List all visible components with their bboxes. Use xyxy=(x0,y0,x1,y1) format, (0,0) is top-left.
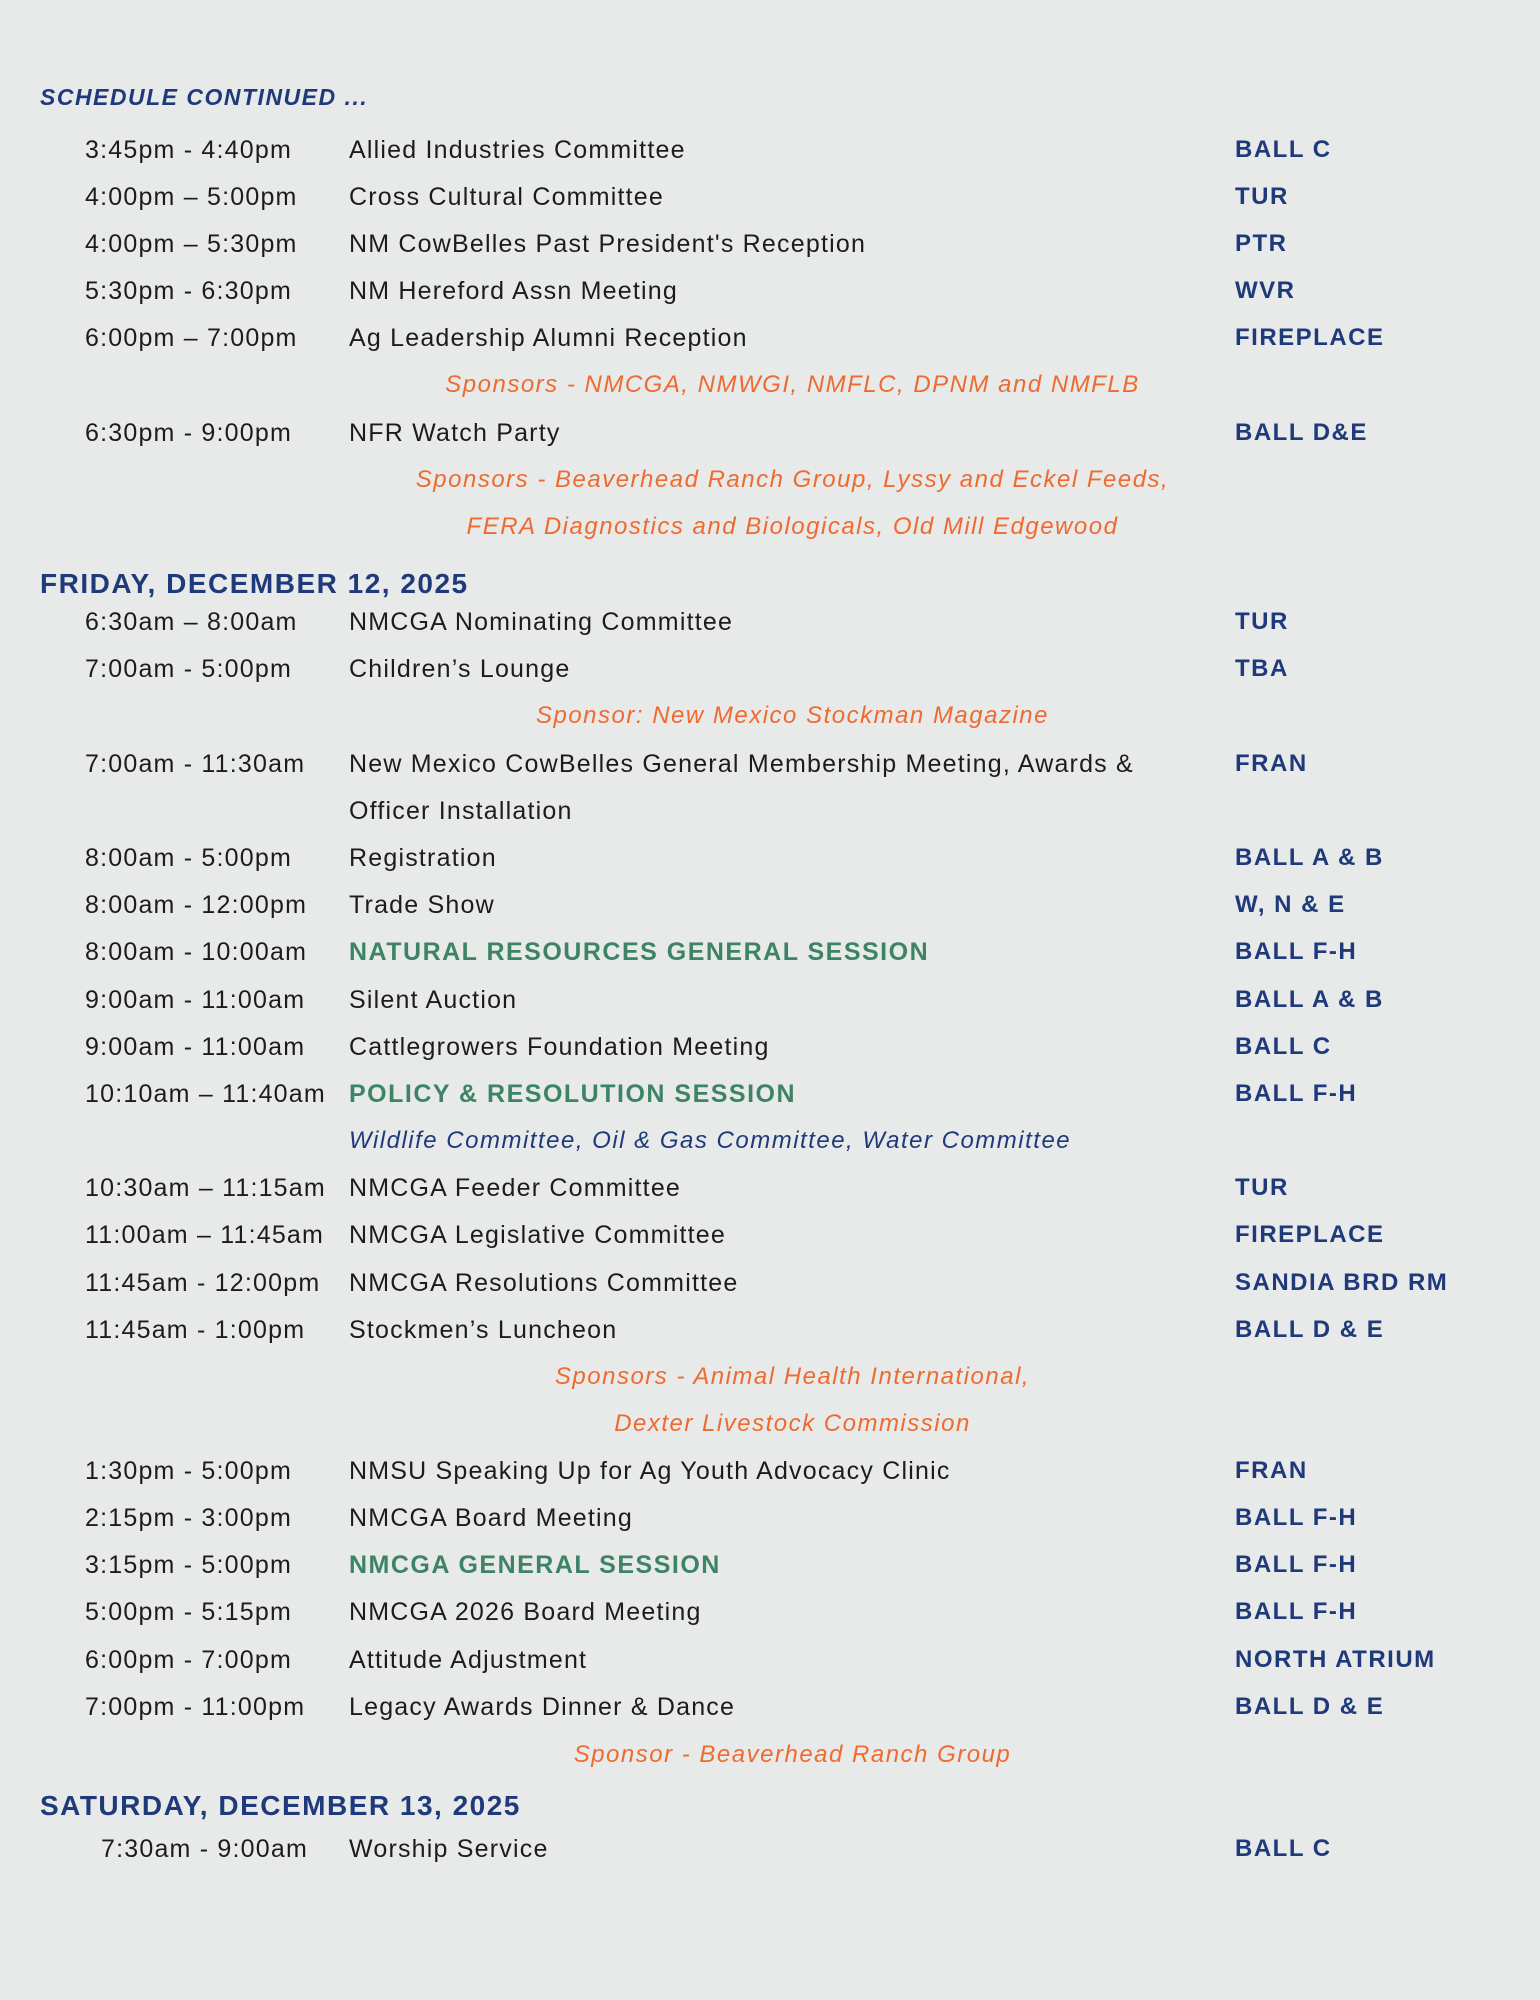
row-time: 8:00am - 5:00pm xyxy=(85,844,292,872)
row-location: BALL A & B xyxy=(1235,986,1384,1013)
row-event: Cattlegrowers Foundation Meeting xyxy=(349,1033,770,1061)
day-heading-saturday: SATURDAY, DECEMBER 13, 2025 xyxy=(40,1790,521,1821)
schedule-row xyxy=(0,1315,1540,1362)
schedule-row xyxy=(0,1173,1540,1220)
row-event: Allied Industries Committee xyxy=(349,136,686,164)
sponsor-line: Sponsors - NMCGA, NMWGI, NMFLC, DPNM and NMFLB xyxy=(445,371,1140,398)
row-time: 7:00am - 5:00pm xyxy=(85,655,292,683)
row-location: BALL D&E xyxy=(1235,419,1368,446)
row-location: BALL D & E xyxy=(1235,1693,1385,1720)
row-time: 5:30pm - 6:30pm xyxy=(85,277,292,305)
row-time: 6:00pm - 7:00pm xyxy=(85,1646,292,1674)
schedule-row xyxy=(0,182,1540,229)
row-event: Legacy Awards Dinner & Dance xyxy=(349,1693,736,1721)
row-time: 6:00pm – 7:00pm xyxy=(85,324,298,352)
day-heading-friday: FRIDAY, DECEMBER 12, 2025 xyxy=(40,568,469,599)
schedule-row xyxy=(0,1550,1540,1597)
row-event: Worship Service xyxy=(349,1835,549,1863)
schedule-row xyxy=(0,323,1540,370)
row-location: TBA xyxy=(1235,655,1289,682)
row-event: NM Hereford Assn Meeting xyxy=(349,277,678,305)
row-time: 2:15pm - 3:00pm xyxy=(85,1504,292,1532)
row-time: 1:30pm - 5:00pm xyxy=(85,1457,292,1485)
row-location: BALL F-H xyxy=(1235,1598,1358,1625)
schedule-row xyxy=(0,985,1540,1032)
schedule-row xyxy=(0,135,1540,182)
row-time: 5:00pm - 5:15pm xyxy=(85,1598,292,1626)
row-time: 4:00pm – 5:30pm xyxy=(85,230,298,258)
schedule-row xyxy=(0,1079,1540,1126)
schedule-row xyxy=(0,1645,1540,1692)
row-location: PTR xyxy=(1235,230,1288,257)
row-location: TUR xyxy=(1235,1174,1289,1201)
schedule-row xyxy=(0,229,1540,276)
row-location: TUR xyxy=(1235,608,1289,635)
row-location: BALL F-H xyxy=(1235,1080,1358,1107)
sponsor-line: Dexter Livestock Commission xyxy=(614,1410,971,1437)
row-location: BALL C xyxy=(1235,1835,1332,1862)
schedule-row xyxy=(0,749,1540,796)
schedule-row xyxy=(0,1456,1540,1503)
row-time: 11:00am – 11:45am xyxy=(85,1221,325,1249)
schedule-row xyxy=(0,843,1540,890)
row-event: NM CowBelles Past President's Reception xyxy=(349,230,867,258)
row-event: Trade Show xyxy=(349,891,495,919)
row-event: NMCGA 2026 Board Meeting xyxy=(349,1598,702,1626)
row-location: FRAN xyxy=(1235,1457,1308,1484)
row-location: BALL F-H xyxy=(1235,1504,1358,1531)
row-event: Cross Cultural Committee xyxy=(349,183,664,211)
schedule-row xyxy=(0,1268,1540,1315)
row-time: 9:00am - 11:00am xyxy=(85,1033,306,1061)
row-event: Children’s Lounge xyxy=(349,655,571,683)
row-time: 7:30am - 9:00am xyxy=(101,1835,308,1863)
schedule-row xyxy=(0,1503,1540,1550)
schedule-continued-title: SCHEDULE CONTINUED ... xyxy=(40,84,369,110)
row-event: Attitude Adjustment xyxy=(349,1646,588,1674)
row-event: Ag Leadership Alumni Reception xyxy=(349,324,748,352)
row-event: NMCGA Feeder Committee xyxy=(349,1174,682,1202)
row-time: 7:00am - 11:30am xyxy=(85,750,306,778)
row-time: 4:00pm – 5:00pm xyxy=(85,183,298,211)
row-time: 3:15pm - 5:00pm xyxy=(85,1551,292,1579)
sponsor-line: Sponsors - Animal Health International, xyxy=(554,1363,1031,1390)
row-event: NMCGA Nominating Committee xyxy=(349,608,734,636)
row-event: NMCGA Legislative Committee xyxy=(349,1221,726,1249)
schedule-row xyxy=(0,1692,1540,1739)
sponsor-line: Sponsor: New Mexico Stockman Magazine xyxy=(535,702,1050,729)
row-event: NMSU Speaking Up for Ag Youth Advocacy Clinic xyxy=(349,1457,951,1485)
row-location: W, N & E xyxy=(1235,891,1346,918)
event-continuation: Officer Installation xyxy=(349,797,573,825)
row-event-session: NMCGA GENERAL SESSION xyxy=(349,1551,721,1579)
row-event-session: POLICY & RESOLUTION SESSION xyxy=(349,1080,797,1108)
row-location: BALL C xyxy=(1235,1033,1332,1060)
row-event: Registration xyxy=(349,844,497,872)
sponsor-line: Sponsor - Beaverhead Ranch Group xyxy=(573,1741,1012,1768)
row-event: NMCGA Resolutions Committee xyxy=(349,1269,739,1297)
row-event: Stockmen’s Luncheon xyxy=(349,1316,618,1344)
schedule-row xyxy=(0,1032,1540,1079)
schedule-row xyxy=(0,1597,1540,1644)
sponsor-line: Sponsors - Beaverhead Ranch Group, Lyssy and Eckel Feeds, xyxy=(415,466,1170,493)
row-location: WVR xyxy=(1235,277,1296,304)
row-time: 6:30pm - 9:00pm xyxy=(85,419,292,447)
row-time: 11:45am - 1:00pm xyxy=(85,1316,306,1344)
row-time: 9:00am - 11:00am xyxy=(85,986,306,1014)
schedule-row xyxy=(0,890,1540,937)
row-event-session: NATURAL RESOURCES GENERAL SESSION xyxy=(349,938,930,966)
row-location: BALL D & E xyxy=(1235,1316,1385,1343)
row-location: NORTH ATRIUM xyxy=(1235,1646,1436,1673)
row-time: 6:30am – 8:00am xyxy=(85,608,298,636)
schedule-row xyxy=(0,1834,1540,1881)
row-location: BALL C xyxy=(1235,136,1332,163)
schedule-row xyxy=(0,937,1540,984)
row-time: 8:00am - 12:00pm xyxy=(85,891,308,919)
row-time: 7:00pm - 11:00pm xyxy=(85,1693,306,1721)
row-location: BALL F-H xyxy=(1235,938,1358,965)
row-time: 10:30am – 11:15am xyxy=(85,1174,326,1202)
schedule-row xyxy=(0,1220,1540,1267)
row-event: New Mexico CowBelles General Membership Meeting, Awards & xyxy=(349,750,1134,778)
schedule-row xyxy=(0,276,1540,323)
row-location: SANDIA BRD RM xyxy=(1235,1269,1449,1296)
schedule-row xyxy=(0,654,1540,701)
row-event: Silent Auction xyxy=(349,986,518,1014)
row-event: NMCGA Board Meeting xyxy=(349,1504,634,1532)
schedule-row xyxy=(0,607,1540,654)
row-time: 10:10am – 11:40am xyxy=(85,1080,326,1108)
session-committees: Wildlife Committee, Oil & Gas Committee, Water Committee xyxy=(349,1127,1072,1154)
row-location: TUR xyxy=(1235,183,1289,210)
row-location: FIREPLACE xyxy=(1235,324,1385,351)
sponsor-line: FERA Diagnostics and Biologicals, Old Mill Edgewood xyxy=(466,513,1119,540)
row-time: 11:45am - 12:00pm xyxy=(85,1269,321,1297)
row-location: FRAN xyxy=(1235,750,1308,777)
schedule-row xyxy=(0,418,1540,465)
row-event: NFR Watch Party xyxy=(349,419,561,447)
row-time: 8:00am - 10:00am xyxy=(85,938,308,966)
row-time: 3:45pm - 4:40pm xyxy=(85,136,292,164)
row-location: BALL F-H xyxy=(1235,1551,1358,1578)
row-location: FIREPLACE xyxy=(1235,1221,1385,1248)
row-location: BALL A & B xyxy=(1235,844,1384,871)
